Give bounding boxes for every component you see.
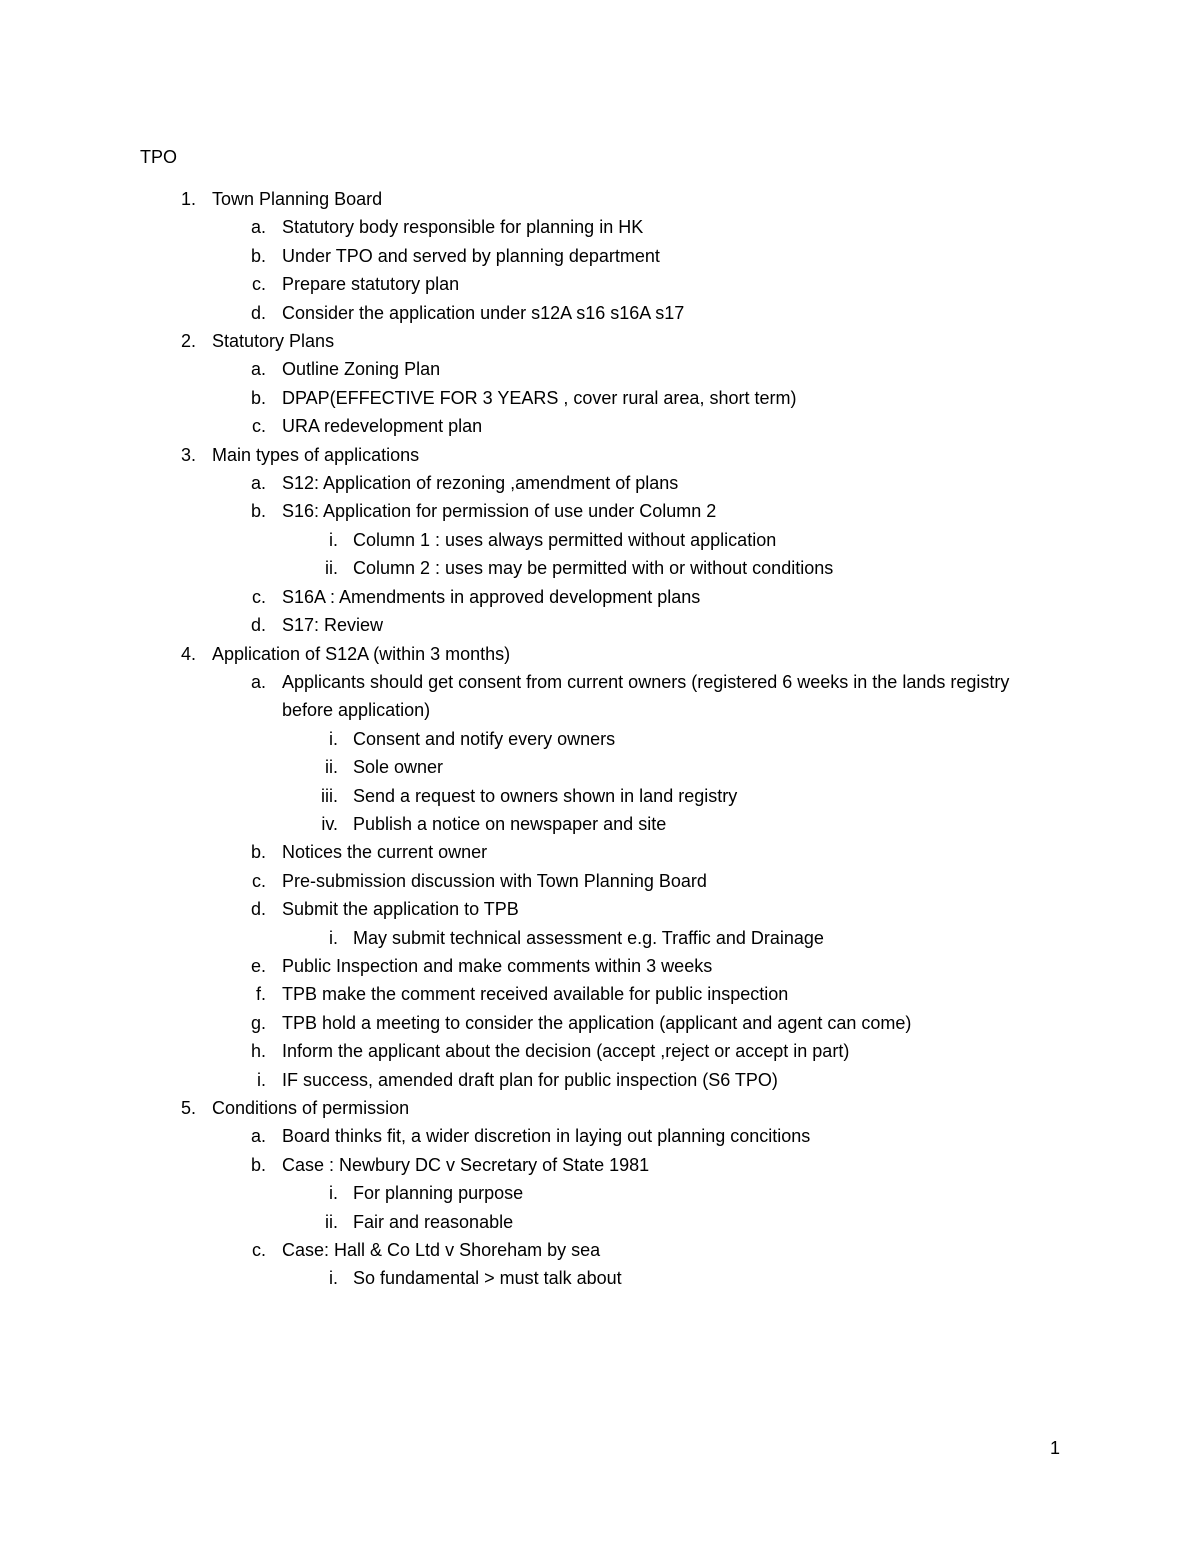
item-text: Pre-submission discussion with Town Planning Board [282, 870, 707, 891]
outline-subsubitem [140, 782, 1040, 810]
item-text: Outline Zoning Plan [282, 359, 441, 380]
outline-subitem [140, 838, 1040, 866]
outline-subitem [140, 611, 1040, 639]
item-number: b. [250, 501, 266, 522]
item-text: Column 2 : uses may be permitted with or without conditions [353, 558, 834, 579]
item-text: Under TPO and served by planning department [282, 245, 660, 266]
item-number: b. [250, 842, 266, 863]
item-number: c. [251, 416, 266, 437]
item-number: e. [250, 955, 266, 976]
item-text: Fair and reasonable [353, 1211, 514, 1232]
outline-subitem [140, 867, 1040, 895]
item-text: Inform the applicant about the decision (accept ,reject or accept in part) [282, 1041, 850, 1062]
outline-subitem [140, 412, 1040, 440]
item-text: Main types of applications [212, 444, 420, 465]
outline-subitem [140, 1066, 1040, 1094]
item-number: a. [250, 1126, 266, 1147]
item-number: a. [250, 359, 266, 380]
outline-subitem [140, 497, 1040, 525]
item-number: h. [250, 1041, 266, 1062]
outline-subsubitem [140, 924, 1040, 952]
item-number: i. [329, 1183, 338, 1204]
item-text: Conditions of permission [212, 1098, 410, 1118]
item-number: d. [250, 899, 266, 920]
item-text: Consider the application under s12A s16 s16A s17 [282, 302, 685, 323]
item-number: a. [250, 217, 266, 238]
outline-subitem [140, 384, 1040, 412]
outline-subsubitem [140, 1179, 1040, 1207]
item-text: Case : Newbury DC v Secretary of State 1981 [282, 1154, 650, 1175]
outline-subitem [140, 1236, 1040, 1264]
outline-subitem [140, 583, 1040, 611]
item-text: Prepare statutory plan [282, 274, 460, 295]
outline-subitem [140, 299, 1040, 327]
outline-subitem [140, 952, 1040, 980]
outline-subsubitem [140, 1208, 1040, 1236]
document-title: TPO [140, 147, 178, 167]
item-text: S16: Application for permission of use under Column 2 [282, 501, 717, 522]
outline-subsubitem [140, 526, 1040, 554]
item-text: Submit the application to TPB [282, 899, 519, 920]
item-number: i. [329, 529, 338, 550]
outline-subitem [140, 668, 1040, 725]
item-number: a. [250, 473, 266, 494]
outline-subitem [140, 1151, 1040, 1179]
item-text: TPB hold a meeting to consider the application (applicant and agent can come) [282, 1012, 912, 1033]
item-text: DPAP(EFFECTIVE FOR 3 YEARS , cover rural area, short term) [282, 387, 797, 408]
item-text: IF success, amended draft plan for public inspection (S6 TPO) [282, 1069, 778, 1090]
outline-item [140, 441, 1040, 469]
item-number: ii. [325, 558, 338, 579]
page-number: 1 [1049, 1438, 1060, 1458]
item-number: c. [251, 274, 266, 295]
item-text: Applicants should get consent from current owners (registered 6 weeks in the lands registry before application) [282, 671, 1010, 721]
item-text: Application of S12A (within 3 months) [212, 643, 511, 664]
item-text: Consent and notify every owners [353, 728, 616, 749]
item-text: Case: Hall & Co Ltd v Shoreham by sea [282, 1240, 601, 1261]
outline-subitem [140, 355, 1040, 383]
outline-item [140, 327, 1040, 355]
outline-subitem [140, 1122, 1040, 1150]
item-number: 4. [180, 643, 196, 664]
outline-item [140, 640, 1040, 668]
outline-subitem [140, 242, 1040, 270]
item-number: 5. [180, 1098, 196, 1118]
outline-subitem [140, 1037, 1040, 1065]
item-text: Publish a notice on newspaper and site [353, 813, 667, 834]
outline-item [140, 1094, 1040, 1122]
item-text: S16A : Amendments in approved development plans [282, 586, 701, 607]
outline-subitem [140, 469, 1040, 497]
item-number: c. [251, 870, 266, 891]
item-number: ii. [325, 1211, 338, 1232]
outline-subitem [140, 980, 1040, 1008]
item-number: 2. [180, 331, 196, 352]
outline-list [140, 185, 1040, 1293]
item-number: a. [250, 671, 266, 692]
outline-subsubitem [140, 725, 1040, 753]
outline-subsubitem [140, 753, 1040, 781]
outline-item [140, 185, 1040, 213]
item-text: Statutory body responsible for planning in HK [282, 217, 644, 238]
item-text: Statutory Plans [212, 331, 335, 352]
item-text: So fundamental > must talk about [353, 1268, 622, 1289]
item-number: 1. [180, 189, 196, 209]
item-number: b. [250, 1154, 266, 1175]
item-number: b. [250, 387, 266, 408]
item-text: For planning purpose [353, 1183, 524, 1204]
outline-subsubitem [140, 810, 1040, 838]
item-number: iv. [321, 813, 338, 834]
item-text: S12: Application of rezoning ,amendment of plans [282, 473, 679, 494]
item-number: g. [250, 1012, 266, 1033]
item-number: c. [251, 1240, 266, 1261]
outline-subitem [140, 270, 1040, 298]
item-number: f. [255, 984, 266, 1005]
item-text: TPB make the comment received available for public inspection [282, 984, 789, 1005]
item-text: Send a request to owners shown in land registry [353, 785, 738, 806]
item-number: 3. [180, 444, 196, 465]
item-text: May submit technical assessment e.g. Traffic and Drainage [353, 927, 824, 948]
outline-subitem [140, 1009, 1040, 1037]
outline-subitem [140, 895, 1040, 923]
item-number: i. [329, 927, 338, 948]
item-text: Notices the current owner [282, 842, 488, 863]
item-number: ii. [325, 757, 338, 778]
item-number: i. [329, 728, 338, 749]
item-text: Board thinks fit, a wider discretion in laying out planning concitions [282, 1126, 811, 1147]
item-text: Town Planning Board [212, 189, 383, 209]
item-text: Column 1 : uses always permitted without application [353, 529, 777, 550]
item-text: S17: Review [282, 615, 384, 636]
item-number: d. [250, 615, 266, 636]
item-number: c. [251, 586, 266, 607]
item-number: i. [257, 1069, 266, 1090]
item-text: URA redevelopment plan [282, 416, 483, 437]
item-text: Public Inspection and make comments within 3 weeks [282, 955, 713, 976]
outline-subitem [140, 213, 1040, 241]
item-text: Sole owner [353, 757, 444, 778]
item-number: b. [250, 245, 266, 266]
item-number: i. [329, 1268, 338, 1289]
item-number: iii. [321, 785, 338, 806]
outline-subsubitem [140, 1264, 1040, 1292]
outline-subsubitem [140, 554, 1040, 582]
item-number: d. [250, 302, 266, 323]
